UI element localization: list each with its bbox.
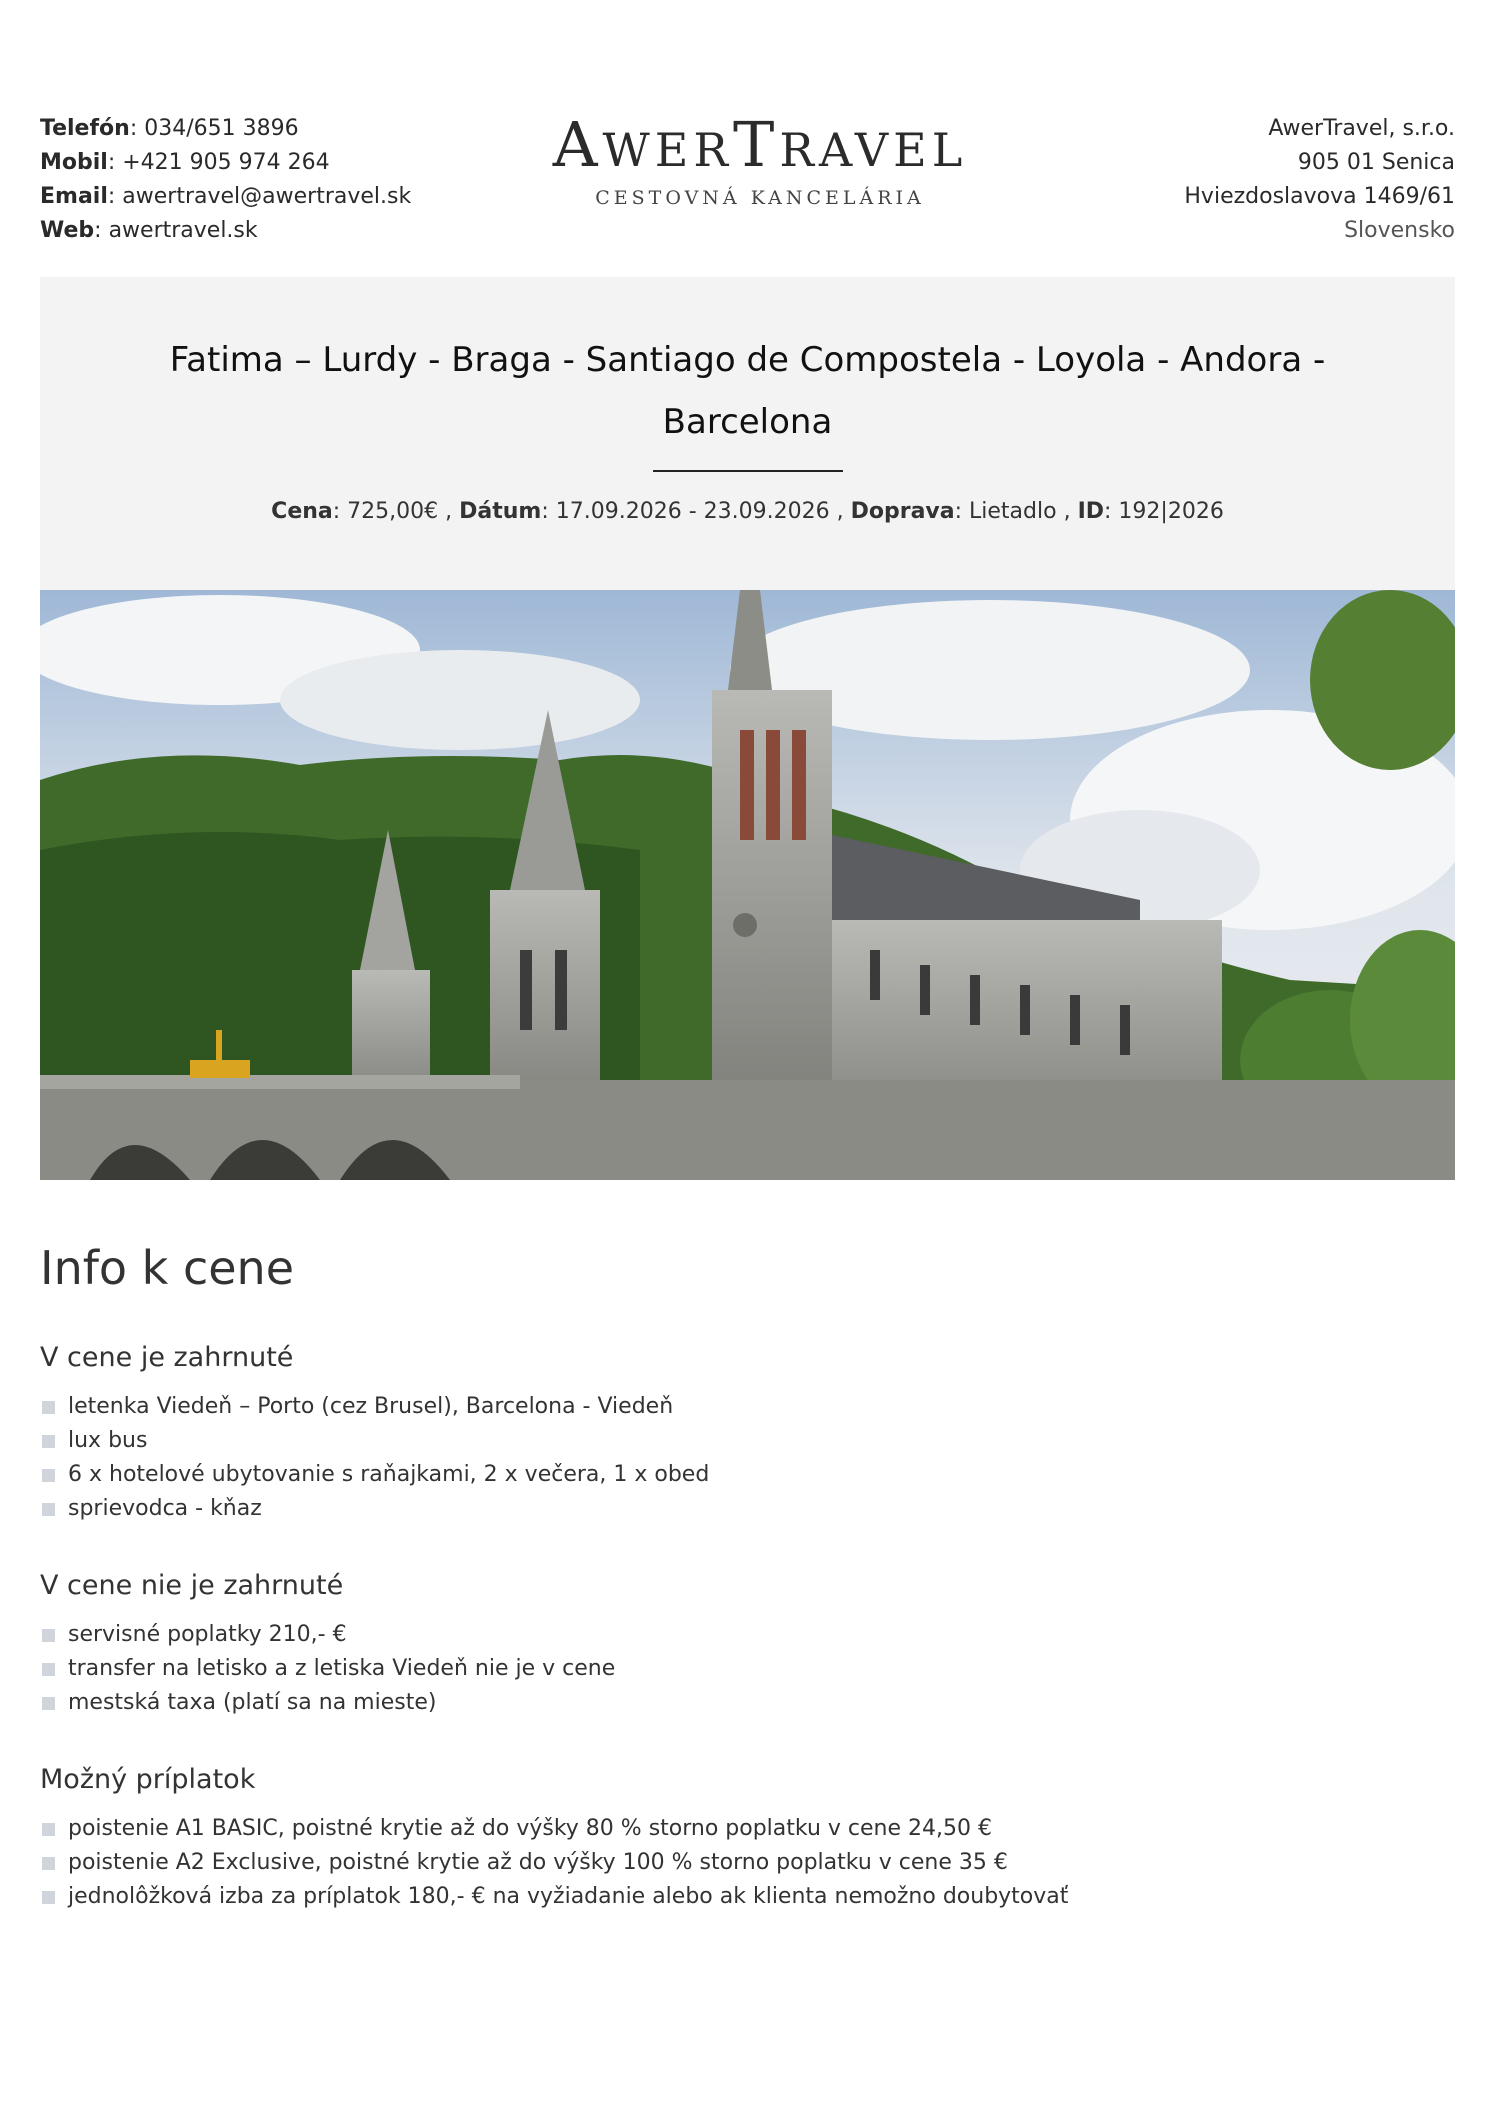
list-item: 6 x hotelové ubytovanie s raňajkami, 2 x večera, 1 x obed: [40, 1458, 1455, 1492]
transport-value: Lietadlo: [969, 499, 1057, 524]
date-value: 17.09.2026 - 23.09.2026: [555, 499, 830, 524]
address-street: Hviezdoslavova 1469/61: [1184, 184, 1455, 209]
surcharge-heading: Možný príplatok: [40, 1764, 256, 1795]
bullet-square-icon: [42, 1891, 55, 1904]
price-label: Cena: [271, 499, 333, 524]
basilica-illustration: [40, 590, 1455, 1180]
list-item: poistenie A2 Exclusive, poistné krytie až do výšky 100 % storno poplatku v cene 35 €: [40, 1846, 1455, 1880]
surcharge-list: [40, 1812, 1455, 1914]
title-divider: [653, 470, 843, 472]
address-city: 905 01 Senica: [1297, 150, 1455, 175]
date-label: Dátum: [459, 499, 542, 524]
price-info-section: [40, 1238, 1455, 1914]
trip-meta: Cena: 725,00€ , Dátum: 17.09.2026 - 23.09.2026 , Doprava: Lietadlo , ID: 192|2026: [271, 499, 1224, 524]
price-value: 725,00€: [347, 499, 439, 524]
logo-tagline: CESTOVNÁ KANCELÁRIA: [595, 187, 925, 209]
contact-mobile: Mobil: +421 905 974 264: [40, 150, 330, 175]
list-item: poistenie A1 BASIC, poistné krytie až do výšky 80 % storno poplatku v cene 24,50 €: [40, 1812, 1455, 1846]
company-address: [1184, 112, 1455, 248]
bullet-square-icon: [42, 1503, 55, 1516]
bullet-square-icon: [42, 1697, 55, 1710]
bullet-square-icon: [42, 1629, 55, 1642]
not-included-heading: V cene nie je zahrnuté: [40, 1570, 344, 1601]
transport-label: Doprava: [850, 499, 955, 524]
not-included-list: [40, 1618, 1455, 1720]
contact-phone: Telefón: 034/651 3896: [40, 116, 299, 141]
bullet-square-icon: [42, 1663, 55, 1676]
trip-title-box: [40, 277, 1455, 590]
id-value: 192|2026: [1118, 499, 1224, 524]
contact-info: [40, 112, 411, 248]
bullet-square-icon: [42, 1435, 55, 1448]
bullet-square-icon: [42, 1469, 55, 1482]
list-item: servisné poplatky 210,- €: [40, 1618, 1455, 1652]
list-item: letenka Viedeň – Porto (cez Brusel), Barcelona - Viedeň: [40, 1390, 1455, 1424]
bullet-square-icon: [42, 1401, 55, 1414]
list-item: jednolôžková izba za príplatok 180,- € na vyžiadanie alebo ak klienta nemožno doubytovať: [40, 1880, 1455, 1914]
bullet-square-icon: [42, 1857, 55, 1870]
info-heading: Info k cene: [40, 1241, 294, 1295]
address-country: Slovensko: [1344, 218, 1455, 243]
hero-image-basilica: [40, 590, 1455, 1180]
contact-email: Email: awertravel@awertravel.sk: [40, 184, 412, 209]
included-heading: V cene je zahrnuté: [40, 1342, 294, 1373]
trip-title: Fatima – Lurdy - Braga - Santiago de Compostela - Loyola - Andora - Barcelona: [169, 340, 1326, 442]
bullet-square-icon: [42, 1823, 55, 1836]
address-company: AwerTravel, s.r.o.: [1268, 116, 1455, 141]
list-item: mestská taxa (platí sa na mieste): [40, 1686, 1455, 1720]
contact-web: Web: awertravel.sk: [40, 218, 258, 243]
list-item: transfer na letisko a z letiska Viedeň nie je v cene: [40, 1652, 1455, 1686]
logo-wordmark: AWERTRAVEL: [552, 108, 968, 181]
list-item: lux bus: [40, 1424, 1455, 1458]
id-label: ID: [1077, 499, 1105, 524]
page-header: [40, 108, 1455, 252]
company-logo: [510, 108, 1010, 209]
list-item: sprievodca - kňaz: [40, 1492, 1455, 1526]
included-list: [40, 1390, 1455, 1526]
